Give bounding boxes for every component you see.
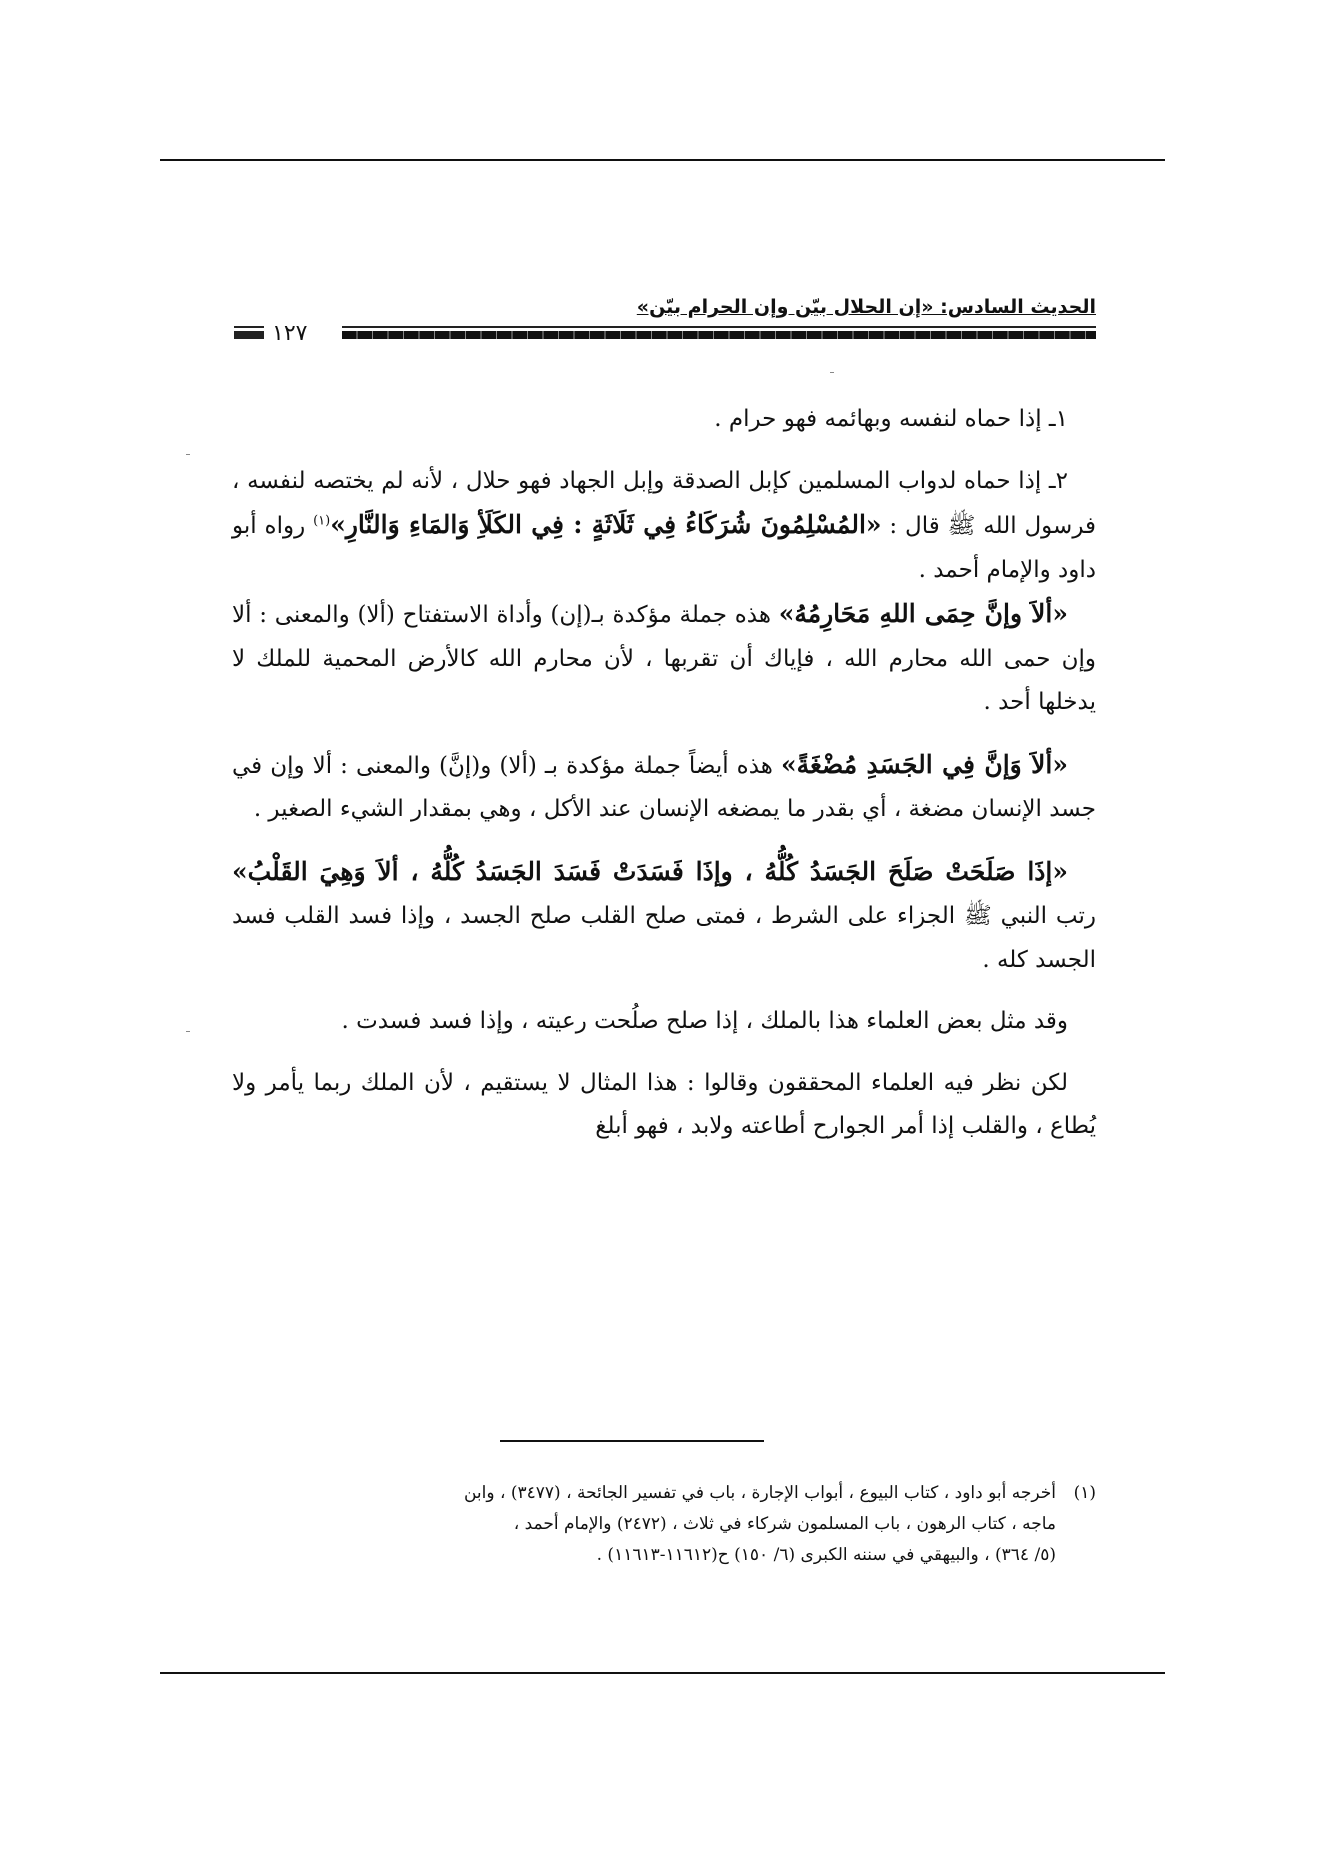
scan-speck <box>830 372 834 373</box>
header-ornamental-bar <box>234 321 1096 346</box>
hadith-quote: «إذَا صَلَحَتْ صَلَحَ الجَسَدُ كُلُّهُ ، وإذَا فَسَدَتْ فَسَدَ الجَسَدُ كُلُّهُ ، ألاَ وَهِيَ القَلْبُ» <box>232 856 1068 886</box>
footnote-ref[interactable]: (١) <box>313 513 331 529</box>
header-bar-left-segment <box>234 331 264 339</box>
paragraph-5-text: رتب النبي ﷺ الجزاء على الشرط ، فمتى صلح القلب صلح الجسد ، وإذا فسد القلب فسد الجسد كله . <box>232 903 1096 973</box>
main-text <box>232 398 1096 1149</box>
running-title: الحديث السادس: «إن الحلال بيّن وإن الحرام بيّن» <box>636 296 1096 318</box>
footnote-separator <box>500 1440 764 1442</box>
scan-speck <box>186 454 190 455</box>
paragraph-2 <box>232 460 1096 593</box>
header-bar-right-segment <box>342 331 1096 339</box>
footnote-number: (١) <box>1073 1483 1096 1503</box>
paragraph-4-text: هذه أيضاً جملة مؤكدة بـ (ألا) و(إنَّ) والمعنى : ألا وإن في جسد الإنسان مضغة ، أي بقدر ما يمضغه الإنسان عند الأكل ، وهي بمقدار الشيء الصغير . <box>232 752 1096 822</box>
footnotes <box>232 1478 1096 1571</box>
paragraph-3-text: هذه جملة مؤكدة بـ(إن) وأداة الاستفتاح (ألا) والمعنى : ألا وإن حمى الله محارم الله ، فإياك أن تقربها ، لأن محارم الله كالأرض المحمية للملك لا يدخلها أحد . <box>232 602 1096 715</box>
paragraph-1: ١ـ إذا حماه لنفسه وبهائمه فهو حرام . <box>714 406 1068 432</box>
paragraph-3 <box>232 592 1096 725</box>
paragraph-5 <box>232 850 1096 983</box>
paragraph-2-text-b: رواه أبو داود والإمام أحمد . <box>232 513 1096 583</box>
footnote-line-2: ماجه ، كتاب الرهون ، باب المسلمون شركاء في ثلاث ، (٢٤٧٢) والإمام أحمد ، <box>513 1514 1056 1534</box>
hadith-quote: «ألاَ وإنَّ حِمَى اللهِ مَحَارِمُهُ» <box>778 599 1068 628</box>
hadith-quote: «المُسْلِمُونَ شُرَكَاءُ فِي ثَلَاثَةٍ : فِي الكَلَأِ وَالمَاءِ وَالنَّارِ» <box>330 510 882 539</box>
page-bottom-rule <box>160 1672 1165 1674</box>
scan-speck <box>186 1031 190 1032</box>
hadith-quote: «ألاَ وَإنَّ فِي الجَسَدِ مُضْغَةً» <box>780 749 1068 779</box>
paragraph-7: لكن نظر فيه العلماء المحققون وقالوا : هذا المثال لا يستقيم ، لأن الملك ربما يأمر ولا يُطاع ، والقلب إذا أمر الجوارح أطاعته ولابد ، فهو أبلغ <box>232 1069 1096 1139</box>
page-top-rule <box>160 159 1165 161</box>
footnote-line-3: (٥/ ٣٦٤) ، والبيهقي في سننه الكبرى (٦/ ١٥٠) ح(١١٦١٢-١١٦١٣) . <box>596 1545 1056 1565</box>
paragraph-2-text-a: ٢ـ إذا حماه لدواب المسلمين كإبل الصدقة وإبل الجهاد فهو حلال ، لأنه لم يختصه لنفسه ، فرسول الله ﷺ قال : <box>232 467 1097 539</box>
footnote-text: أخرجه أبو داود ، كتاب البيوع ، أبواب الإجارة ، باب في تفسير الجائحة ، (٣٤٧٧) ، وابن <box>463 1483 1056 1503</box>
paragraph-4 <box>232 743 1096 832</box>
paragraph-6: وقد مثل بعض العلماء هذا بالملك ، إذا صلح صلُحت رعيته ، وإذا فسد فسدت . <box>341 1008 1068 1034</box>
page-number: ١٢٧ <box>272 321 308 346</box>
footnote-line-1 <box>232 1478 1096 1509</box>
running-header <box>234 296 1096 356</box>
